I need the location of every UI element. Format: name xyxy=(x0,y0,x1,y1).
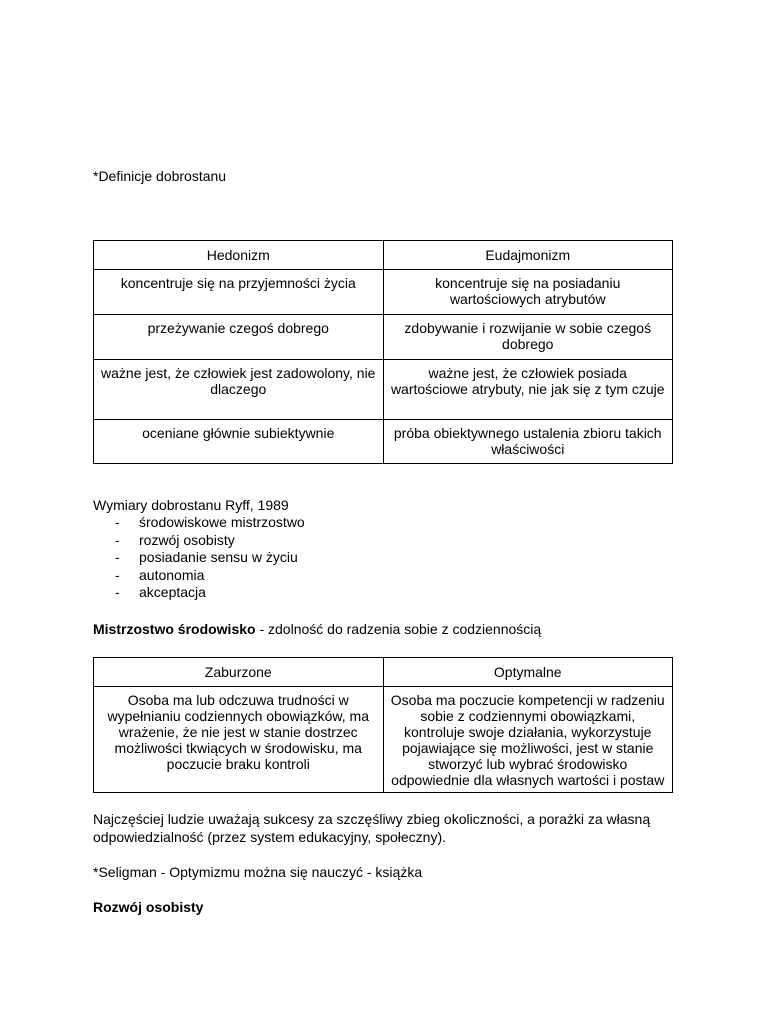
list-item xyxy=(93,584,305,602)
table-row xyxy=(94,420,673,464)
mastery-term: Mistrzostwo środowisko xyxy=(93,621,256,637)
table-header-row xyxy=(94,658,673,687)
list-item-text: środowiskowe mistrzostwo xyxy=(139,514,305,530)
table-cell: oceniane głównie subiektywnie xyxy=(94,420,384,464)
list-dash: - xyxy=(115,531,120,548)
list-item xyxy=(93,567,305,585)
success-paragraph: Najczęściej ludzie uważają sukcesy za szczęśliwy zbieg okoliczności, a porażki za własną odpowiedzialność (przez system edukacyjny, społeczny). xyxy=(93,811,651,845)
table-header-cell: Eudajmonizm xyxy=(383,241,673,270)
table-header-row xyxy=(94,241,673,270)
table-row xyxy=(94,270,673,315)
table-cell: koncentruje się na posiadaniu wartościowych atrybutów xyxy=(383,270,673,315)
table-row xyxy=(94,315,673,360)
ryff-dimensions-heading: Wymiary dobrostanu Ryff, 1989 xyxy=(93,497,289,513)
list-item-text: posiadanie sensu w życiu xyxy=(139,549,298,566)
list-item xyxy=(93,514,305,532)
table-header-cell: Zaburzone xyxy=(94,658,384,687)
table-header-cell: Optymalne xyxy=(383,658,673,687)
table-cell: ważne jest, że człowiek posiada wartościowe atrybuty, nie jak się z tym czuje xyxy=(383,360,673,420)
ryff-dimensions-list xyxy=(93,514,305,602)
personal-growth-heading: Rozwój osobisty xyxy=(93,899,204,915)
mastery-table xyxy=(93,657,673,793)
list-dash: - xyxy=(115,566,120,583)
table-cell: Osoba ma lub odczuwa trudności w wypełnianiu codziennych obowiązków, ma wrażenie, że nie jest w stanie dostrzec możliwości tkwiących w środowisku, ma poczucie braku kontroli xyxy=(94,687,384,793)
table-cell: ważne jest, że człowiek jest zadowolony, nie dlaczego xyxy=(94,360,384,420)
list-item-text: autonomia xyxy=(139,566,205,583)
table-cell: próba obiektywnego ustalenia zbioru takich właściwości xyxy=(383,420,673,464)
list-dash: - xyxy=(115,584,120,601)
hedonism-eudaimonism-table xyxy=(93,240,673,464)
table-header-cell: Hedonizm xyxy=(94,241,384,270)
mastery-definition xyxy=(93,621,683,639)
list-dash: - xyxy=(115,514,120,530)
table-cell: Osoba ma poczucie kompetencji w radzeniu sobie z codziennymi obowiązkami, kontroluje swoje działania, wykorzystuje pojawiające się możliwości, jest w stanie stworzyć lub wybrać środowisko odpowiednie dla własnych wartości i postaw xyxy=(383,687,673,793)
list-item-text: akceptacja xyxy=(139,584,206,601)
list-item-text: rozwój osobisty xyxy=(139,531,235,548)
list-dash: - xyxy=(115,549,120,566)
table-cell: zdobywanie i rozwijanie w sobie czegoś dobrego xyxy=(383,315,673,360)
list-item xyxy=(93,549,305,567)
definitions-heading: *Definicje dobrostanu xyxy=(93,168,227,184)
table-cell: przeżywanie czegoś dobrego xyxy=(94,315,384,360)
table-row xyxy=(94,360,673,420)
table-cell: koncentruje się na przyjemności życia xyxy=(94,270,384,315)
mastery-definition-text: - zdolność do radzenia sobie z codziennością xyxy=(255,621,542,637)
list-item xyxy=(93,532,305,550)
seligman-note: *Seligman - Optymizmu można się nauczyć - książka xyxy=(93,864,423,880)
table-row xyxy=(94,687,673,793)
